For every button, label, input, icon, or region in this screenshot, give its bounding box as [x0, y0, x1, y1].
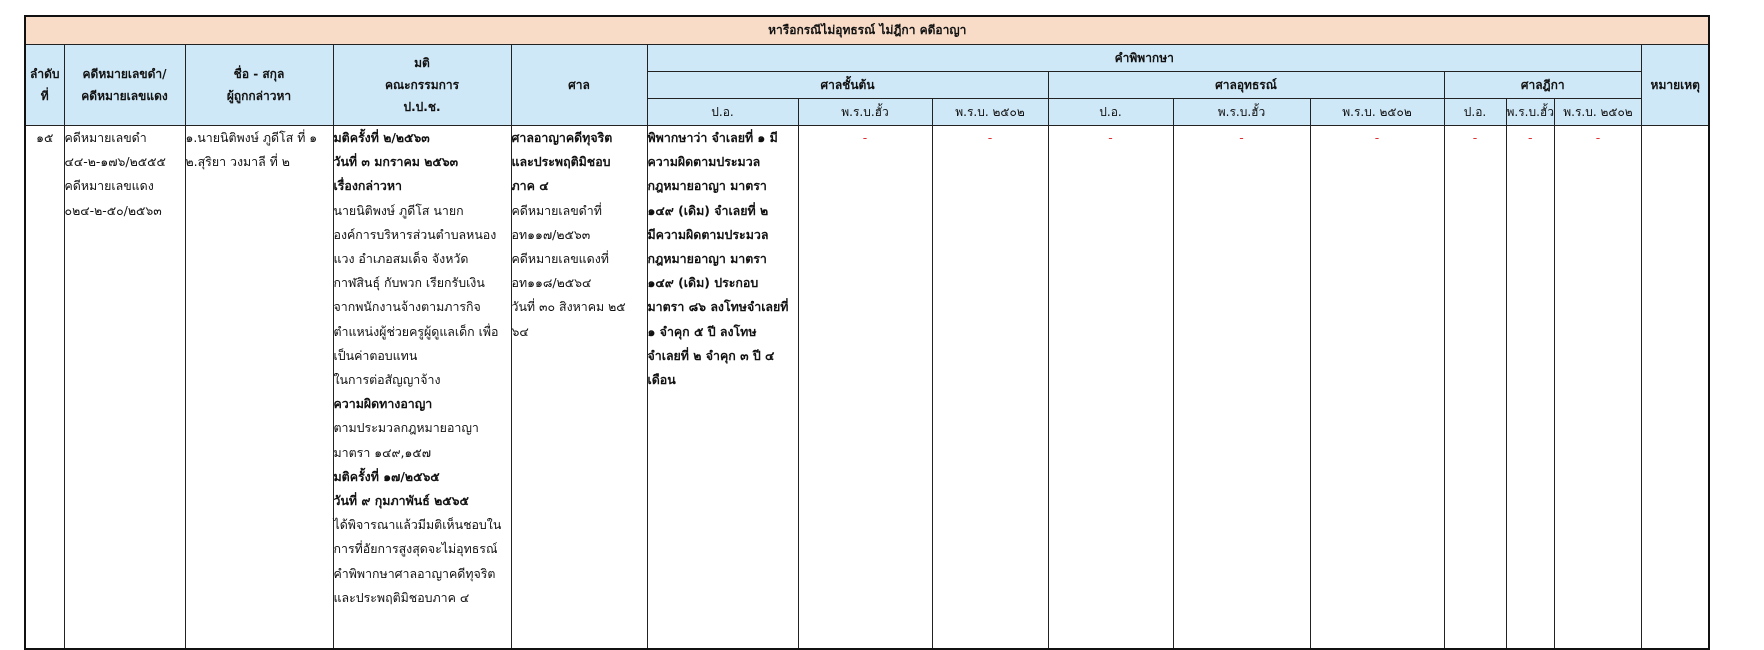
subheader-first-2502: พ.ร.บ. ๒๕๐๒	[932, 99, 1048, 126]
header-judgment: คำพิพากษา	[647, 45, 1641, 72]
resolution-line: มติครั้งที่ ๑๗/๒๕๖๕	[333, 468, 440, 484]
case-line: ๔๔-๒-๑๗๖/๒๕๕๕	[64, 154, 166, 170]
row-supreme-2502: -	[1554, 126, 1641, 650]
header-name-line2: ผู้ถูกกล่าวหา	[226, 89, 292, 103]
subheader-supreme-2502: พ.ร.บ. ๒๕๐๒	[1554, 99, 1641, 126]
row-remark	[1641, 126, 1709, 650]
case-line: คดีหมายเลขดำ	[64, 130, 147, 145]
resolution-line: มาตรา ๑๔๙,๑๕๗	[333, 444, 432, 460]
judgment-line: ๑๔๙ (เดิม) ประกอบ	[647, 275, 759, 291]
row-supreme-po: -	[1444, 126, 1506, 650]
judgment-line: เดือน	[647, 372, 676, 388]
header-resolution-line1: มติ	[414, 56, 430, 70]
row-appeal-hua: -	[1173, 126, 1310, 650]
header-name-line1: ชื่อ - สกุล	[233, 67, 285, 81]
court-line: คดีหมายเลขแดงที่	[511, 251, 609, 267]
court-line: และประพฤติมิชอบ	[511, 154, 611, 170]
table-title: หารือกรณีไม่อุทธรณ์ ไม่ฎีกา คดีอาญา	[25, 16, 1709, 45]
subheader-supreme-hua: พ.ร.บ.ฮั้ว	[1506, 99, 1554, 126]
subheader-appeal-2502: พ.ร.บ. ๒๕๐๒	[1310, 99, 1444, 126]
judgment-line: ๑ จำคุก ๕ ปี ลงโทษ	[647, 323, 757, 339]
header-remark: หมายเหตุ	[1641, 45, 1709, 126]
header-resolution	[333, 45, 511, 126]
row-first-2502: -	[932, 126, 1048, 650]
resolution-line: และประพฤติมิชอบภาค ๔	[333, 589, 470, 605]
header-case-no	[64, 45, 185, 126]
judgment-line: มาตรา ๘๖ ลงโทษจำเลยที่	[647, 299, 789, 315]
court-line: ภาค ๔	[511, 178, 549, 194]
row-first-po	[647, 126, 798, 650]
court-line: อท๑๑๘/๒๕๖๔	[511, 275, 592, 291]
header-court-first: ศาลชั้นต้น	[647, 72, 1048, 99]
name-line: ๒.สุริยา วงมาลี ที่ ๒	[185, 154, 290, 170]
header-seq	[25, 45, 64, 126]
subheader-appeal-po: ป.อ.	[1048, 99, 1173, 126]
case-table	[24, 15, 1710, 650]
header-case-line2: คดีหมายเลขแดง	[81, 89, 168, 103]
subheader-first-po: ป.อ.	[647, 99, 798, 126]
resolution-line: มติครั้งที่ ๒/๒๕๖๓	[333, 130, 430, 145]
judgment-line: กฎหมายอาญา มาตรา	[647, 178, 767, 194]
table-row	[25, 126, 1709, 650]
resolution-line: กาฬสินธุ์ กับพวก เรียกรับเงิน	[333, 275, 485, 291]
row-first-hua: -	[798, 126, 932, 650]
name-line: ๑.นายนิติพงษ์ ภูดีโส ที่ ๑	[185, 130, 318, 145]
court-line: ศาลอาญาคดีทุจริต	[511, 130, 613, 145]
subheader-first-hua: พ.ร.บ.ฮั้ว	[798, 99, 932, 126]
resolution-line: แวง อำเภอสมเด็จ จังหวัด	[333, 251, 469, 267]
header-resolution-line2: คณะกรรมการ	[384, 78, 460, 92]
header-resolution-line3: ป.ป.ช.	[403, 100, 441, 114]
subheader-supreme-po: ป.อ.	[1444, 99, 1506, 126]
row-case-no	[64, 126, 185, 650]
row-name	[185, 126, 333, 650]
row-resolution	[333, 126, 511, 650]
court-line: คดีหมายเลขดำที่	[511, 202, 602, 218]
resolution-line: การที่อัยการสูงสุดจะไม่อุทธรณ์	[333, 541, 498, 557]
header-case-line1: คดีหมายเลขดำ/	[82, 67, 167, 81]
judgment-line: มีความผิดตามประมวล	[647, 226, 769, 242]
court-line: อท๑๑๗/๒๕๖๓	[511, 226, 591, 242]
row-court	[511, 126, 647, 650]
header-name	[185, 45, 333, 126]
resolution-line: เรื่องกล่าวหา	[333, 178, 403, 194]
case-line: คดีหมายเลขแดง	[64, 178, 154, 194]
judgment-line: จำเลยที่ ๒ จำคุก ๓ ปี ๔	[647, 347, 775, 363]
subheader-appeal-hua: พ.ร.บ.ฮั้ว	[1173, 99, 1310, 126]
header-court-supreme: ศาลฎีกา	[1444, 72, 1641, 99]
judgment-line: ๑๔๙ (เดิม) จำเลยที่ ๒	[647, 202, 769, 218]
resolution-line: ตามประมวลกฎหมายอาญา	[333, 420, 479, 436]
header-court: ศาล	[511, 45, 647, 126]
resolution-line: วันที่ ๓ มกราคม ๒๕๖๓	[333, 154, 459, 170]
resolution-line: ตำแหน่งผู้ช่วยครูผู้ดูแลเด็ก เพื่อ	[333, 323, 499, 339]
header-court-appeal: ศาลอุทธรณ์	[1048, 72, 1444, 99]
judgment-line: ความผิดตามประมวล	[647, 154, 761, 170]
resolution-line: คำพิพากษาศาลอาญาคดีทุจริต	[333, 565, 496, 581]
header-seq-line1: ลำดับ	[29, 67, 60, 81]
court-line: วันที่ ๓๐ สิงหาคม ๒๕	[511, 299, 626, 315]
row-supreme-hua: -	[1506, 126, 1554, 650]
row-appeal-po: -	[1048, 126, 1173, 650]
resolution-line: องค์การบริหารส่วนตำบลหนอง	[333, 226, 497, 242]
resolution-line: วันที่ ๙ กุมภาพันธ์ ๒๕๖๕	[333, 493, 469, 509]
judgment-line: กฎหมายอาญา มาตรา	[647, 251, 767, 267]
row-seq: ๑๕	[25, 126, 64, 650]
court-line: ๖๔	[511, 323, 529, 339]
resolution-line: ในการต่อสัญญาจ้าง	[333, 372, 441, 388]
resolution-line: เป็นค่าตอบแทน	[333, 347, 418, 363]
resolution-line: ความผิดทางอาญา	[333, 396, 433, 412]
resolution-line: จากพนักงานจ้างตามภารกิจ	[333, 299, 481, 315]
resolution-line: นายนิติพงษ์ ภูดีโส นายก	[333, 202, 464, 218]
row-appeal-2502: -	[1310, 126, 1444, 650]
resolution-line: ได้พิจารณาแล้วมีมติเห็นชอบใน	[333, 517, 502, 533]
judgment-line: พิพากษาว่า จำเลยที่ ๑ มี	[647, 130, 778, 145]
case-line: ๐๒๔-๒-๕๐/๒๕๖๓	[64, 202, 162, 218]
header-seq-line2: ที่	[40, 89, 49, 103]
